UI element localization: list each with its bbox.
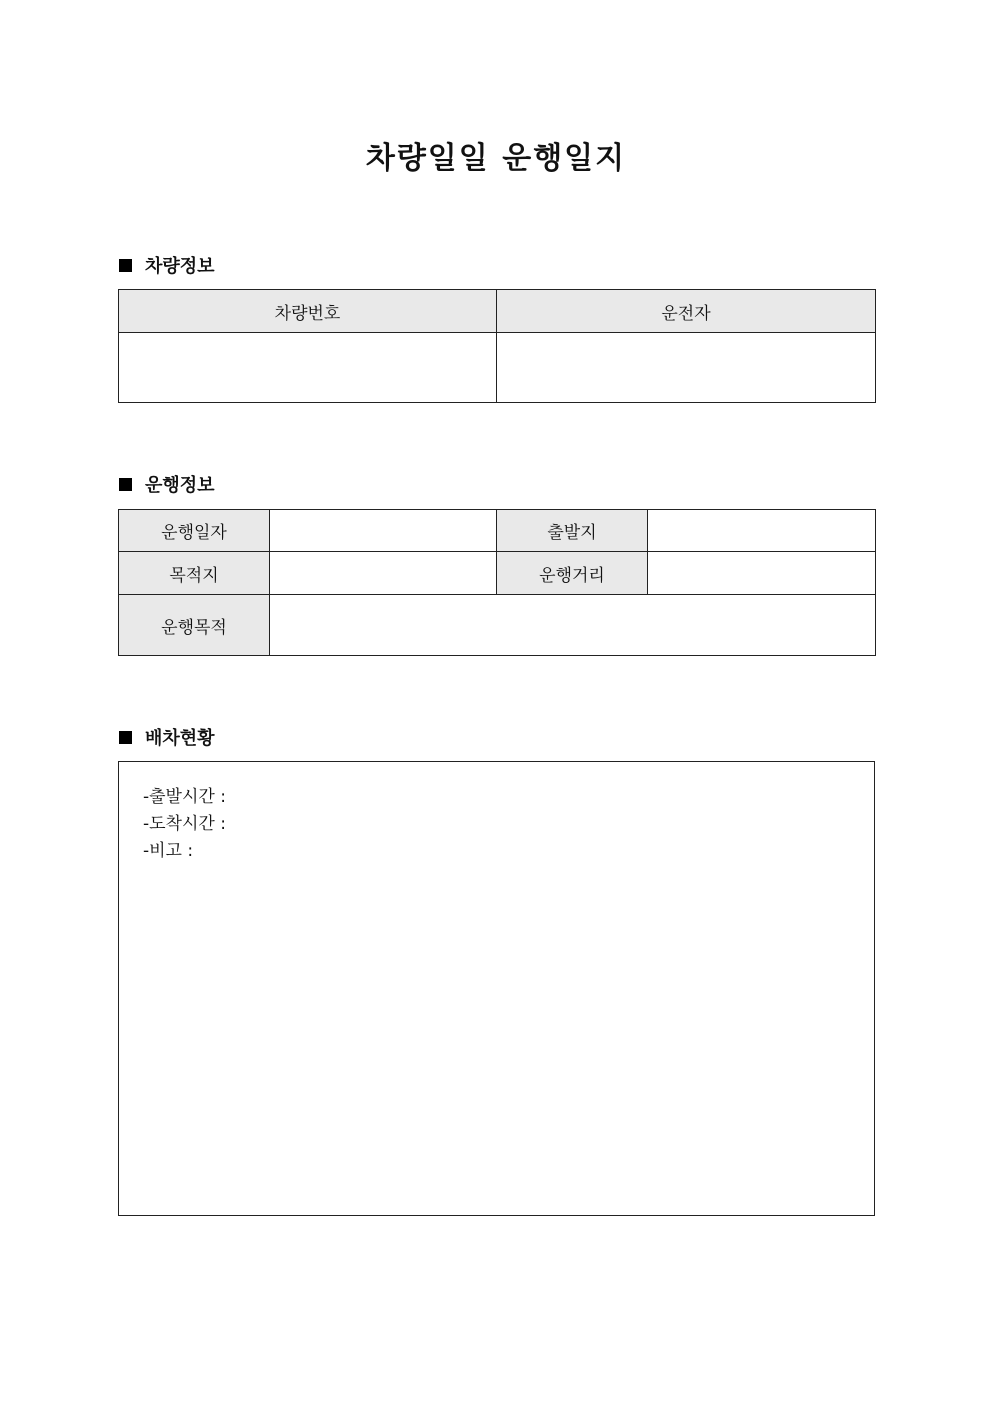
dispatch-notes-box[interactable] — [118, 761, 875, 1216]
distance-field[interactable] — [648, 552, 876, 595]
section-heading-label: 배차현황 — [145, 728, 215, 749]
purpose-field[interactable] — [270, 595, 876, 656]
trip-info-table — [118, 509, 876, 656]
label-purpose: 운행목적 — [119, 595, 270, 656]
remarks-line: -비고 : — [143, 841, 194, 861]
driver-field[interactable] — [497, 333, 876, 403]
arrival-time-line: -도착시간 : — [143, 814, 226, 834]
header-vehicle-number: 차량번호 — [119, 290, 497, 333]
bullet-square-icon — [119, 731, 132, 744]
departure-time-line: -출발시간 : — [143, 787, 226, 807]
section-heading-dispatch — [119, 724, 215, 750]
label-trip-date: 운행일자 — [119, 510, 270, 552]
label-distance: 운행거리 — [497, 552, 648, 595]
label-departure: 출발지 — [497, 510, 648, 552]
destination-field[interactable] — [270, 552, 497, 595]
document-title: 차량일일 운행일지 — [365, 141, 627, 176]
section-heading-label: 차량정보 — [145, 256, 215, 277]
bullet-square-icon — [119, 478, 132, 491]
label-destination: 목적지 — [119, 552, 270, 595]
vehicle-info-table — [118, 289, 876, 403]
departure-field[interactable] — [648, 510, 876, 552]
vehicle-number-field[interactable] — [119, 333, 497, 403]
section-heading-vehicle-info — [119, 252, 215, 278]
bullet-square-icon — [119, 259, 132, 272]
trip-date-field[interactable] — [270, 510, 497, 552]
section-heading-trip-info — [119, 471, 215, 497]
header-driver: 운전자 — [497, 290, 876, 333]
section-heading-label: 운행정보 — [145, 475, 215, 496]
